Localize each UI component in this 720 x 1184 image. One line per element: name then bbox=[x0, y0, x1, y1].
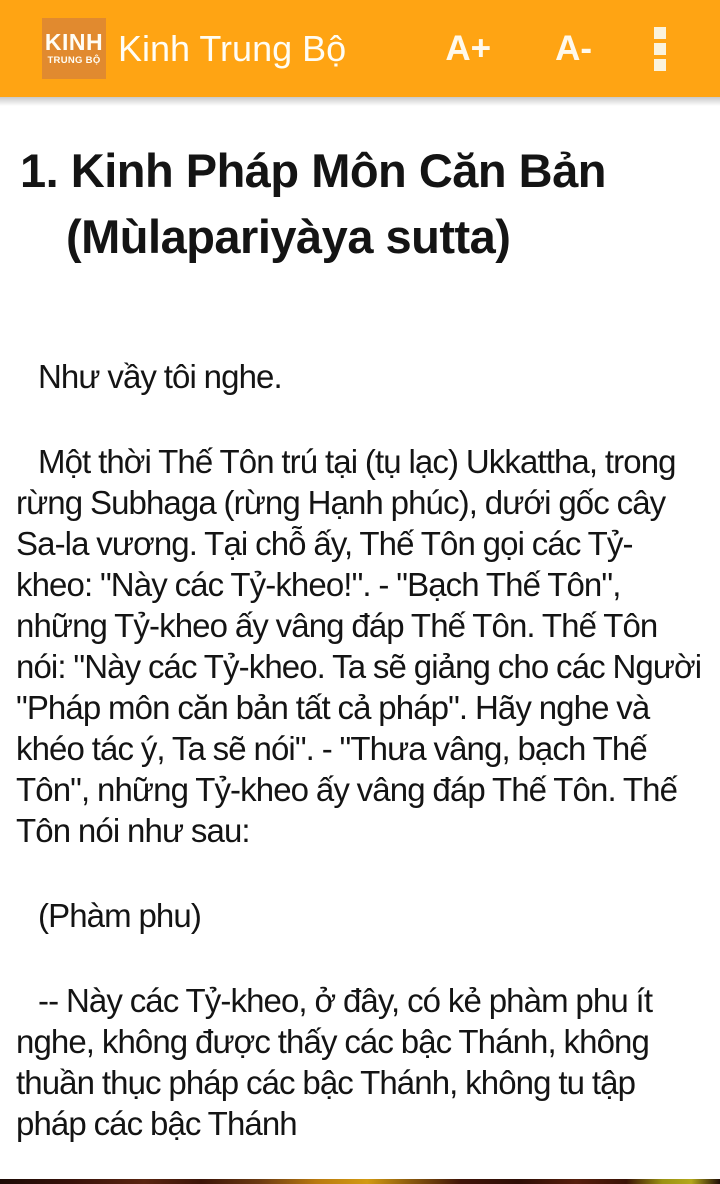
overflow-menu-button[interactable] bbox=[650, 21, 670, 77]
sutta-paragraph: Một thời Thế Tôn trú tại (tụ lạc) Ukkattha, trong rừng Subhaga (rừng Hạnh phúc), dưới gốc cây Sa-la vương. Tại chỗ ấy, Thế Tôn gọi các Tỷ-kheo: "Này các Tỷ-kheo!". - "Bạch Thế Tôn", những Tỷ-kheo ấy vâng đáp Thế Tôn. Thế Tôn nói: "Này các Tỷ-kheo. Ta sẽ giảng cho các Người "Pháp môn căn bản tất cả pháp". Hãy nghe và khéo tác ý, Ta sẽ nói". - "Thưa vâng, bạch Thế Tôn", những Tỷ-kheo ấy vâng đáp Thế Tôn. Thế Tôn nói như sau: bbox=[16, 443, 702, 849]
sutta-content-area[interactable] bbox=[0, 138, 720, 1144]
app-logo-text-trung-bo: TRUNG BỘ bbox=[47, 55, 101, 67]
overflow-menu-icon bbox=[654, 27, 666, 71]
app-title: Kinh Trung Bộ bbox=[118, 27, 347, 69]
app-logo-text-kinh: KINH bbox=[44, 29, 104, 56]
font-increase-button[interactable]: A+ bbox=[435, 21, 501, 77]
app-bar-shadow bbox=[0, 97, 720, 106]
sutta-paragraph: Như vầy tôi nghe. bbox=[38, 358, 282, 395]
font-decrease-button[interactable]: A- bbox=[545, 21, 602, 77]
sutta-title: 1. Kinh Pháp Môn Căn Bản (Mùlapariyàya sutta) bbox=[20, 144, 606, 263]
sutta-paragraph: -- Này các Tỷ-kheo, ở đây, có kẻ phàm phu ít nghe, không được thấy các bậc Thánh, không thuần thục pháp các bậc Thánh, không tu tập pháp các bậc Thánh bbox=[16, 982, 653, 1142]
app-logo[interactable] bbox=[42, 18, 106, 79]
app-bar-actions bbox=[435, 21, 670, 77]
sutta-paragraph: (Phàm phu) bbox=[38, 897, 201, 934]
bottom-banner-edge bbox=[0, 1179, 720, 1184]
app-bar bbox=[0, 0, 720, 97]
